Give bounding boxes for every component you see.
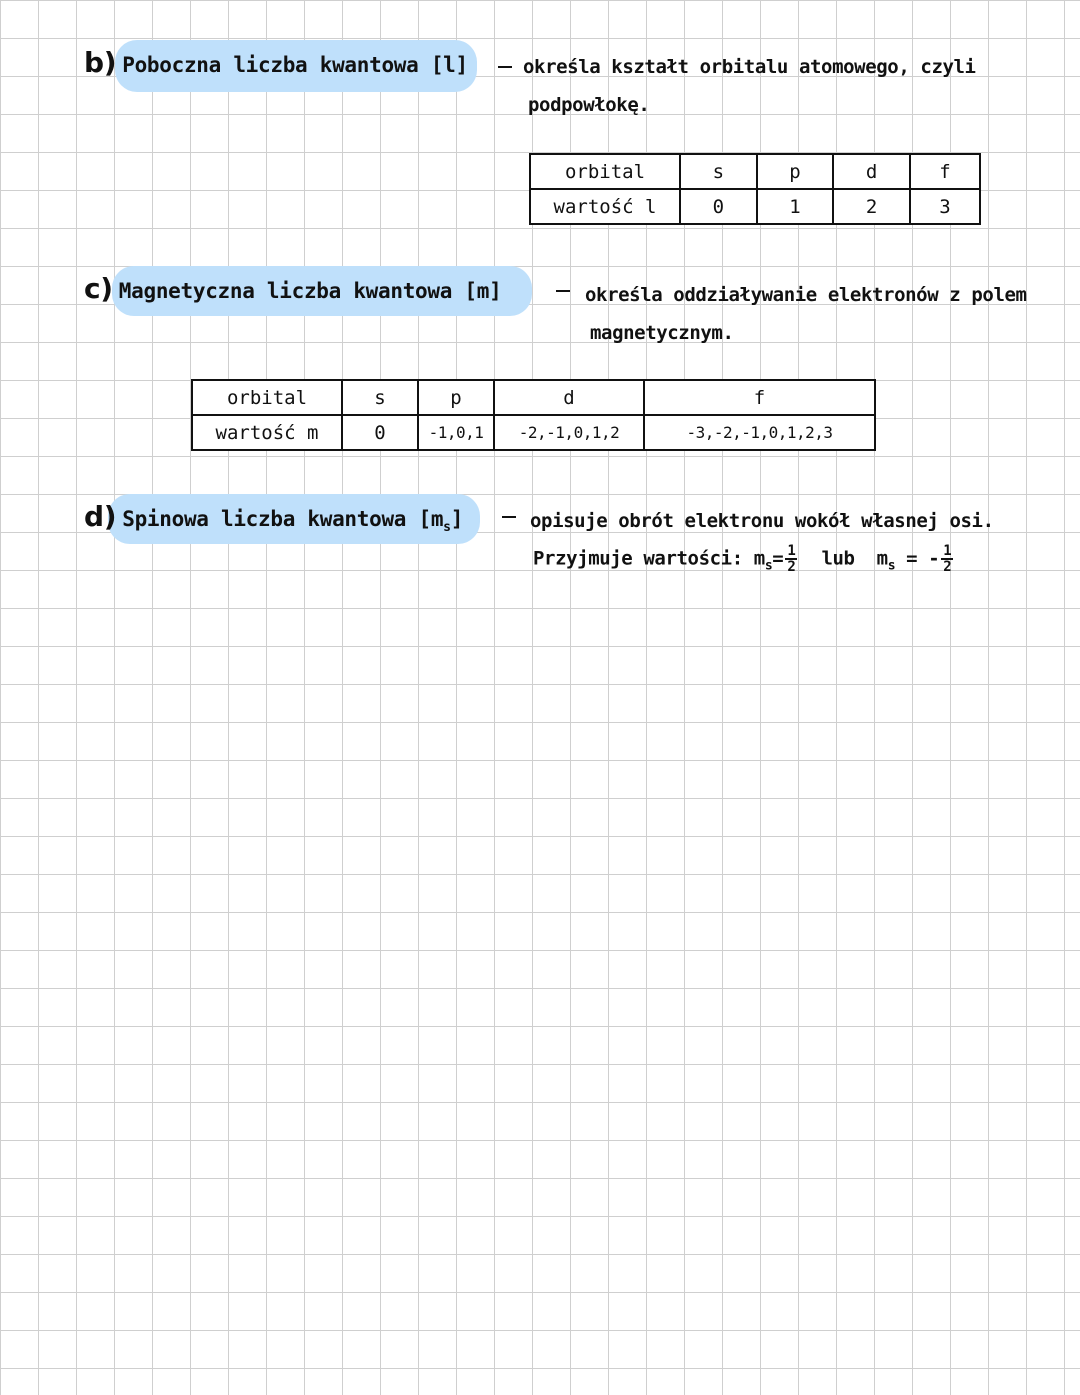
- table-row: [192, 380, 875, 415]
- section-c-letter: c): [84, 272, 113, 305]
- table-value-label: wartość l: [530, 189, 680, 224]
- section-d-desc-line2: [533, 544, 955, 574]
- section-b-desc-line1: określa kształt orbitalu atomowego, czyli: [523, 56, 976, 78]
- table-column: s: [342, 380, 418, 415]
- section-d-dash: [502, 516, 516, 518]
- table-column: f: [910, 154, 980, 189]
- section-b-letter: b): [84, 46, 117, 79]
- table-column: f: [644, 380, 875, 415]
- equals-sign: =: [772, 547, 784, 570]
- values-label: Przyjmuje wartości:: [533, 547, 743, 570]
- section-b-title: Poboczna liczba kwantowa [l]: [122, 53, 468, 77]
- table-cell: -3,-2,-1,0,1,2,3: [644, 415, 875, 450]
- table-cell: -1,0,1: [418, 415, 494, 450]
- table-column: p: [418, 380, 494, 415]
- table-cell: 0: [342, 415, 418, 450]
- section-c-table: [191, 379, 876, 451]
- ms-symbol: m: [876, 547, 888, 570]
- table-row: [530, 154, 980, 189]
- table-column: s: [680, 154, 757, 189]
- table-cell: 3: [910, 189, 980, 224]
- section-d-desc-line1: opisuje obrót elektronu wokół własnej osi.: [530, 510, 994, 532]
- section-b-heading: [84, 46, 468, 79]
- section-c-heading: [84, 272, 501, 305]
- table-value-label: wartość m: [192, 415, 342, 450]
- fraction-numerator: 1: [787, 543, 796, 559]
- table-column: d: [494, 380, 644, 415]
- section-c-desc-line2: magnetycznym.: [590, 322, 734, 344]
- negative-equals-sign: = -: [906, 547, 940, 570]
- table-header-label: orbital: [530, 154, 680, 189]
- table-column: d: [833, 154, 910, 189]
- section-c-desc-line1: określa oddziaływanie elektronów z polem: [585, 284, 1027, 306]
- section-d-title-prefix: Spinowa liczba kwantowa [m: [122, 507, 444, 531]
- table-header-label: orbital: [192, 380, 342, 415]
- table-cell: 0: [680, 189, 757, 224]
- fraction-denominator: 2: [787, 559, 796, 575]
- table-row: [530, 189, 980, 224]
- ms-symbol: m: [753, 547, 765, 570]
- ms-sub: s: [887, 558, 896, 574]
- fraction-denominator: 2: [943, 559, 952, 575]
- section-c-title: Magnetyczna liczba kwantowa [m]: [118, 279, 502, 303]
- section-d-heading: [84, 500, 463, 535]
- section-b-dash: [498, 66, 512, 68]
- table-cell: 1: [757, 189, 834, 224]
- fraction-numerator: 1: [943, 543, 952, 559]
- table-cell: -2,-1,0,1,2: [494, 415, 644, 450]
- table-cell: 2: [833, 189, 910, 224]
- section-d-title-suffix: ]: [450, 507, 464, 531]
- positive-half-fraction: [785, 544, 797, 574]
- or-word: lub: [821, 547, 855, 570]
- table-row: [192, 415, 875, 450]
- table-column: p: [757, 154, 834, 189]
- section-d-letter: d): [84, 500, 117, 533]
- section-b-desc-line2: podpowłokę.: [528, 94, 650, 116]
- section-c-dash: [556, 290, 570, 292]
- ms-sub: s: [764, 558, 773, 574]
- section-b-table: [529, 153, 981, 225]
- section-d-title-sub: s: [443, 520, 451, 536]
- negative-half-fraction: [941, 544, 953, 574]
